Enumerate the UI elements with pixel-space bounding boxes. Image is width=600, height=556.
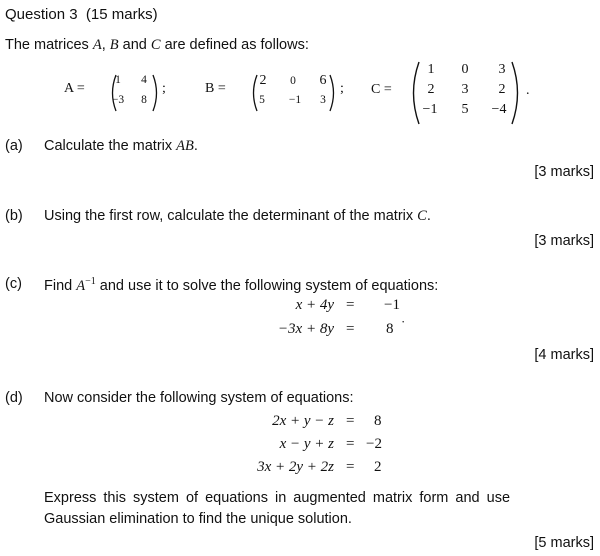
matrix-b-cell: 3: [320, 94, 326, 106]
part-a-text: [44, 138, 198, 155]
question-title: Question 3: [5, 6, 78, 23]
equation-rhs: −2: [366, 436, 382, 452]
equation-equals: =: [346, 321, 355, 337]
part-b-end: .: [426, 208, 431, 224]
part-a-prompt: Calculate the matrix: [44, 138, 177, 154]
matrix-c-cell: −1: [422, 102, 438, 117]
matrix-a-cell: −3: [111, 94, 125, 106]
matrix-c-cell: 2: [427, 82, 435, 97]
part-c-label: (c): [5, 276, 22, 292]
equation-equals: =: [346, 413, 355, 429]
intro-line: [5, 37, 309, 54]
part-c-inverse-sup: −1: [85, 276, 96, 287]
matrix-b-label: B =: [205, 81, 226, 96]
intro-text: The matrices: [5, 37, 93, 53]
equation-rhs: 8: [386, 321, 394, 337]
part-d-marks: [5 marks]: [534, 535, 594, 551]
matrix-c-separator: .: [526, 83, 530, 98]
part-d-text: Now consider the following system of equations:: [44, 390, 354, 406]
part-b-text: [44, 208, 431, 225]
intro-matrix-c: C: [150, 37, 161, 53]
equation-lhs: x + 4y: [295, 297, 334, 313]
equation-equals: =: [346, 436, 355, 452]
matrix-b-cell: −1: [288, 94, 302, 106]
part-c-prompt-end: and use it to solve the following system of equations:: [95, 277, 439, 294]
part-b-expr: C: [417, 208, 427, 224]
part-a-expr: AB: [176, 138, 194, 154]
equation-lhs: 3x + 2y + 2z: [257, 459, 334, 475]
part-b-label: (b): [5, 208, 23, 224]
equation-rhs: 8: [374, 413, 382, 429]
matrix-c-right-paren: [510, 61, 524, 125]
equation-trailing-dot: ·: [401, 314, 406, 329]
part-a-end: .: [193, 138, 198, 154]
matrix-c-cell: 5: [461, 102, 469, 117]
matrix-a-cell: 8: [141, 94, 147, 106]
intro-matrix-b: B: [109, 37, 119, 53]
equation-rhs: 2: [374, 459, 382, 475]
matrix-c-cell: −4: [491, 102, 507, 117]
intro-and: and: [118, 37, 151, 53]
part-d-instruction-line-2: Gaussian elimination to find the unique solution.: [44, 511, 352, 527]
matrix-a-cell: 4: [141, 74, 147, 86]
equation-lhs: x − y + z: [279, 436, 334, 452]
matrix-b-separator: ;: [340, 81, 344, 96]
question-marks: (15 marks): [85, 6, 158, 23]
matrix-b-right-paren: [328, 74, 338, 112]
matrix-b-cell: 0: [290, 75, 296, 87]
part-a-label: (a): [5, 138, 23, 154]
part-b-prompt: Using the first row, calculate the determinant of the matrix: [44, 208, 418, 224]
equation-lhs: −3x + 8y: [277, 321, 334, 337]
part-b-marks: [3 marks]: [534, 233, 594, 249]
equation-rhs: −1: [384, 297, 400, 313]
part-c-marks: [4 marks]: [534, 347, 594, 363]
matrix-a-label: A =: [64, 81, 85, 96]
intro-matrix-a: A: [92, 37, 102, 53]
matrix-a-cell: 1: [115, 74, 121, 86]
matrix-c-cell: 3: [461, 82, 469, 97]
intro-comma: ,: [101, 37, 110, 53]
part-d-label: (d): [5, 390, 23, 406]
matrix-c-cell: 1: [427, 62, 435, 77]
part-c-text: [44, 276, 438, 295]
matrix-b-cell: 6: [319, 73, 327, 88]
question-header: [5, 6, 158, 23]
equation-equals: =: [346, 297, 355, 313]
matrix-c-cell: 2: [498, 82, 506, 97]
part-c-prompt: Find: [44, 277, 77, 294]
part-c-matrix: A: [76, 277, 86, 294]
intro-text-end: are defined as follows:: [160, 37, 309, 53]
matrix-c-cell: 3: [498, 62, 506, 77]
part-a-marks: [3 marks]: [534, 164, 594, 180]
matrix-c-label: C =: [371, 82, 392, 97]
matrix-c-cell: 0: [461, 62, 469, 77]
part-d-instruction-line-1: Express this system of equations in augmented matrix form and use: [44, 490, 511, 506]
matrix-b-cell: 5: [259, 94, 265, 106]
matrix-b-cell: 2: [259, 73, 267, 88]
equation-lhs: 2x + y − z: [272, 413, 334, 429]
equation-equals: =: [346, 459, 355, 475]
matrix-a-separator: ;: [162, 81, 166, 96]
matrix-a-right-paren: [151, 74, 161, 112]
